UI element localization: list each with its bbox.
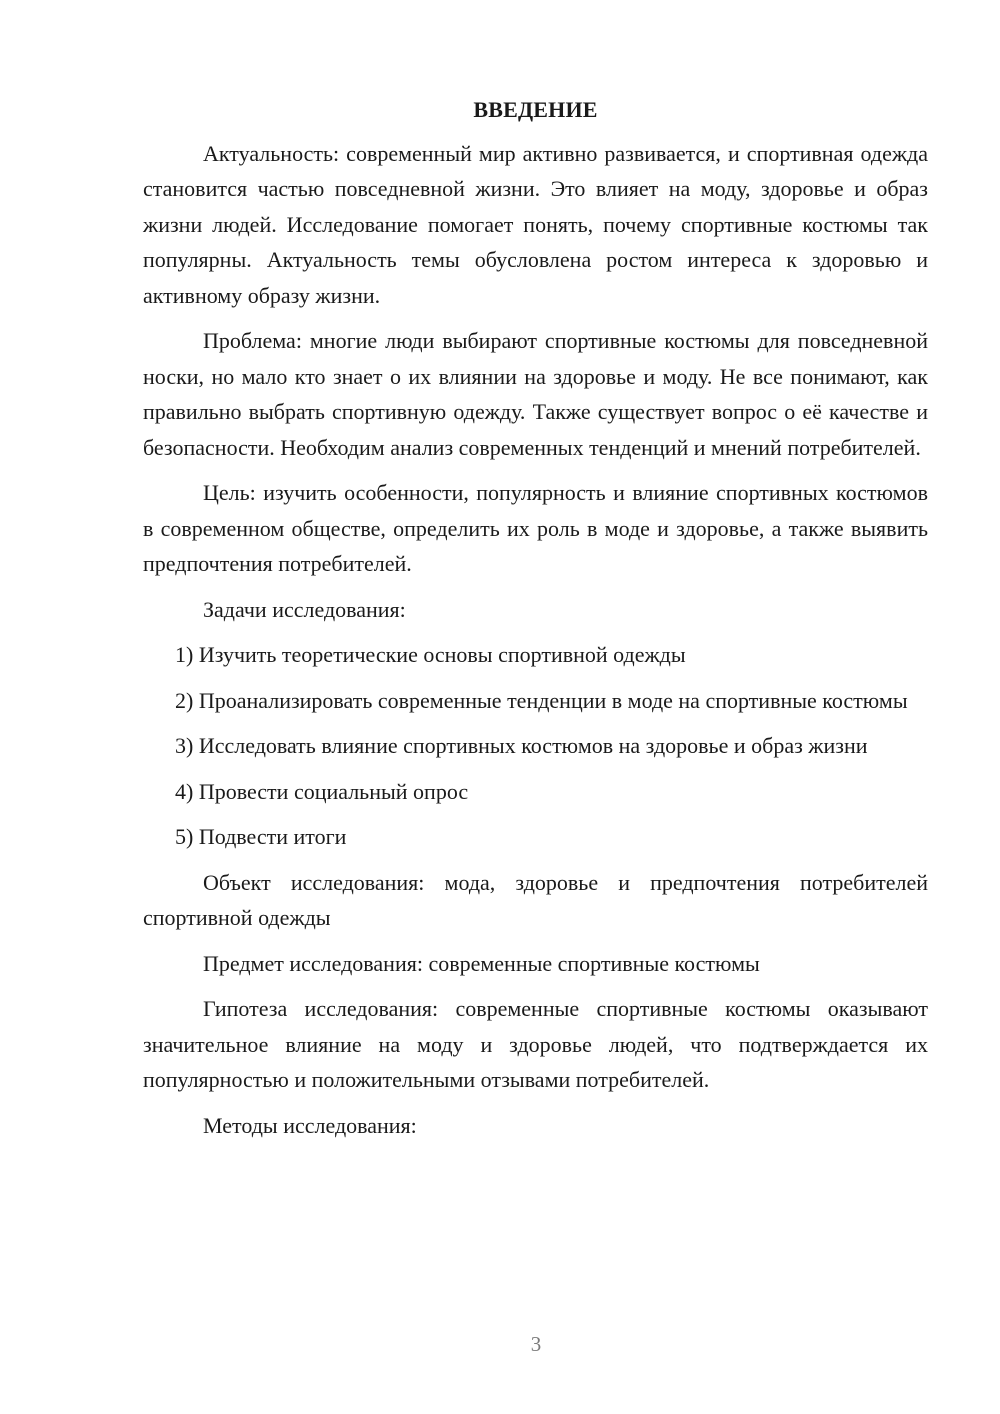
hypothesis-paragraph: Гипотеза исследования: современные спортивные костюмы оказывают значительное влияние на моду и здоровье людей, что подтверждается их популярностью и положительными отзывами потребителей. bbox=[143, 996, 928, 1092]
object-paragraph: Объект исследования: мода, здоровье и предпочтения потребителей спортивной одежды bbox=[143, 869, 928, 930]
task-item: 1) Изучить теоретические основы спортивной одежды bbox=[175, 642, 686, 667]
page-number: 3 bbox=[530, 1332, 542, 1356]
subject-paragraph: Предмет исследования: современные спортивные костюмы bbox=[203, 950, 760, 976]
problem-paragraph: Проблема: многие люди выбирают спортивные костюмы для повседневной носки, но мало кто знает о их влиянии на здоровье и моду. Не все понимают, как правильно выбрать спортивную одежду. Также существует вопрос о её качестве и безопасности. Необходим анализ современных тенденций и мнений потребителей. bbox=[143, 328, 928, 460]
section-title: ВВЕДЕНИЕ bbox=[473, 97, 598, 122]
task-item: 3) Исследовать влияние спортивных костюмов на здоровье и образ жизни bbox=[175, 733, 868, 758]
goal-paragraph: Цель: изучить особенности, популярность и влияние спортивных костюмов в современном обществе, определить их роль в моде и здоровье, а также выявить предпочтения потребителей. bbox=[143, 480, 928, 576]
task-item: 4) Провести социальный опрос bbox=[175, 778, 469, 804]
task-item: 5) Подвести итоги bbox=[175, 824, 347, 849]
methods-heading: Методы исследования: bbox=[203, 1112, 417, 1138]
tasks-heading: Задачи исследования: bbox=[203, 596, 406, 622]
task-item: 2) Проанализировать современные тенденции в моде на спортивные костюмы bbox=[175, 687, 908, 713]
page-content bbox=[143, 92, 928, 1143]
relevance-paragraph: Актуальность: современный мир активно развивается, и спортивная одежда становится частью повседневной жизни. Это влияет на моду, здоровье и образ жизни людей. Исследование помогает понять, почему спортивные костюмы так популярны. Актуальность темы обусловлена ростом интереса к здоровью и активному образу жизни. bbox=[143, 140, 928, 308]
